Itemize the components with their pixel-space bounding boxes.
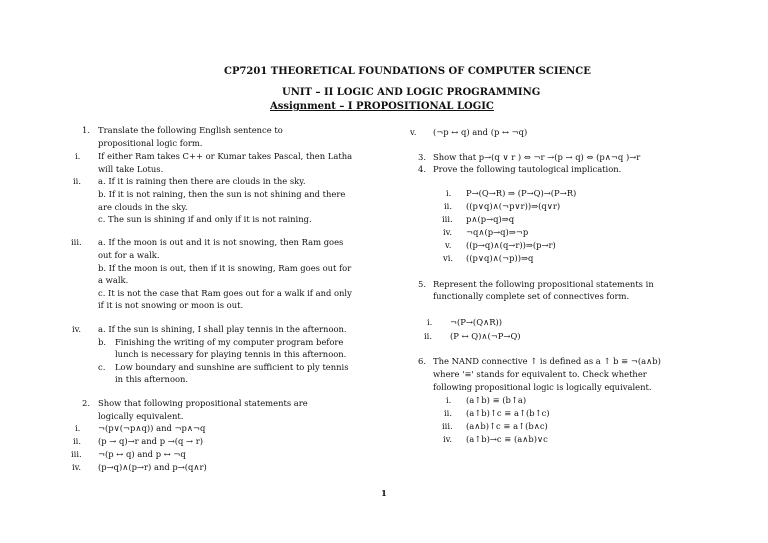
q2-iv-label: iv. <box>72 462 82 472</box>
q1-iii-b1: b. If the moon is out, then if it is snowing, Ram goes out for <box>98 263 352 273</box>
q1-text-line1: Translate the following English sentence to <box>98 125 283 135</box>
q4-iii-label: iii. <box>442 214 453 224</box>
q6-text-line1: The NAND connective ↑ is defined as a ↑ b ≡ ¬(a∧b) <box>433 356 661 366</box>
course-title: CP7201 THEORETICAL FOUNDATIONS OF COMPUTER SCIENCE <box>224 66 591 77</box>
q4-number: 4. <box>418 164 426 174</box>
q4-v-text: ((p→q)∧(q→r))⇒(p→r) <box>466 240 556 250</box>
q6-text-line2: where '≡' stands for equivalent to. Check whether <box>433 369 647 379</box>
q4-ii-text: ((p∨q)∧(¬p∨r))⇒(q∨r) <box>466 201 561 211</box>
q1-ii-b1: b. If it is not raining, then the sun is not shining and there <box>98 189 346 199</box>
q2-iv-text: (p→q)∧(p→r) and p→(q∧r) <box>98 462 207 472</box>
q4-i-label: i. <box>446 188 452 198</box>
q1-iii-b2: a walk. <box>98 275 129 285</box>
q2-v-text: (¬p ↔ q) and (p ↔ ¬q) <box>433 127 528 137</box>
q2-i-label: i. <box>75 423 81 433</box>
q4-v-label: v. <box>445 240 452 250</box>
q5-ii-label: ii. <box>424 331 433 341</box>
q2-iii-label: iii. <box>71 449 82 459</box>
q2-i-text: ¬(p∨(¬p∧q)) and ¬p∧¬q <box>98 423 206 433</box>
q4-ii-label: ii. <box>444 201 453 211</box>
q1-iii-a2: out for a walk. <box>98 250 160 260</box>
q5-i-label: i. <box>427 317 433 327</box>
q1-iii-c1: c. It is not the case that Ram goes out for a walk if and only <box>98 288 352 298</box>
assignment-title: Assignment – I PROPOSITIONAL LOGIC <box>270 101 494 112</box>
q1-iii-label: iii. <box>71 237 82 247</box>
q2-ii-label: ii. <box>73 436 82 446</box>
q6-iii-text: (a∧b)↑c ≡ a↑(b∧c) <box>466 421 548 431</box>
q2-v-label: v. <box>410 127 417 137</box>
q1-iv-c2: in this afternoon. <box>115 374 189 384</box>
q6-ii-label: ii. <box>444 408 453 418</box>
q2-text-line2: logically equivalent. <box>98 411 184 421</box>
q1-ii-label: ii. <box>73 176 82 186</box>
q4-vi-text: ((p∨q)∧(¬p))⇒q <box>466 253 534 263</box>
q6-ii-text: (a↑b)↑c ≡ a↑(b↑c) <box>466 408 550 418</box>
q2-iii-text: ¬(p ↔ q) and p ↔ ¬q <box>98 449 186 459</box>
q6-iv-text: (a↑b)→c ≡ (a∧b)∨c <box>466 434 548 444</box>
q5-number: 5. <box>418 279 426 289</box>
q3-text: Show that p→(q ∨ r ) ⇔ ¬r →(p → q) ⇔ (p∧¬q )→r <box>433 152 641 162</box>
q1-iv-b1: Finishing the writing of my computer program before <box>115 337 344 347</box>
q1-iv-c1: Low boundary and sunshine are sufficient to ply tennis <box>115 362 349 372</box>
q2-text-line1: Show that following propositional statements are <box>98 398 308 408</box>
q2-ii-text: (p → q)→r and p →(q → r) <box>98 436 203 446</box>
q4-iv-label: iv. <box>443 227 453 237</box>
q1-ii-a: a. If it is raining then there are clouds in the sky. <box>98 176 306 186</box>
q1-ii-b2: are clouds in the sky. <box>98 202 188 212</box>
q5-text-line1: Represent the following propositional statements in <box>433 279 654 289</box>
q6-i-label: i. <box>446 395 452 405</box>
page-number: 1 <box>381 488 387 498</box>
q4-iii-text: p∧(p→q)⇒q <box>466 214 515 224</box>
q6-text-line3: following propositional logic is logically equivalent. <box>433 382 652 392</box>
q1-i-label: i. <box>75 151 81 161</box>
q4-vi-label: vi. <box>443 253 454 263</box>
q1-iv-b-label: b. <box>98 337 107 347</box>
q1-iii-c2: if it is not snowing or moon is out. <box>98 300 244 310</box>
q1-ii-c: c. The sun is shining if and only if it is not raining. <box>98 214 312 224</box>
q6-iii-label: iii. <box>442 421 453 431</box>
q4-iv-text: ¬q∧(p→q)⇒¬p <box>466 227 529 237</box>
q1-iv-c-label: c. <box>98 362 106 372</box>
q6-number: 6. <box>418 356 426 366</box>
unit-title: UNIT – II LOGIC AND LOGIC PROGRAMMING <box>282 87 541 98</box>
q1-text-line2: propositional logic form. <box>98 138 203 148</box>
q3-number: 3. <box>418 152 426 162</box>
q1-i-line1: If either Ram takes C++ or Kumar takes Pascal, then Latha <box>98 151 353 161</box>
q1-iv-a: a. If the sun is shining, I shall play tennis in the afternoon. <box>98 324 347 334</box>
q1-number: 1. <box>82 125 90 135</box>
q2-number: 2. <box>82 398 90 408</box>
q4-text: Prove the following tautological implication. <box>433 164 622 174</box>
q5-ii-text: (P ↔ Q)∧(¬P→Q) <box>450 331 521 341</box>
q6-i-text: (a↑b) ≡ (b↑a) <box>466 395 527 405</box>
q1-i-line2: will take Lotus. <box>98 164 164 174</box>
q4-i-text: P→(Q→R) ⇒ (P→Q)→(P→R) <box>466 188 577 198</box>
q5-text-line2: functionally complete set of connectives form. <box>433 291 630 301</box>
q1-iv-label: iv. <box>72 324 82 334</box>
q5-i-text: ¬(P→(Q∧R)) <box>450 317 503 327</box>
q1-iii-a1: a. If the moon is out and it is not snowing, then Ram goes <box>98 237 344 247</box>
q1-iv-b2: lunch is necessary for playing tennis in this afternoon. <box>115 349 347 359</box>
q6-iv-label: iv. <box>443 434 453 444</box>
